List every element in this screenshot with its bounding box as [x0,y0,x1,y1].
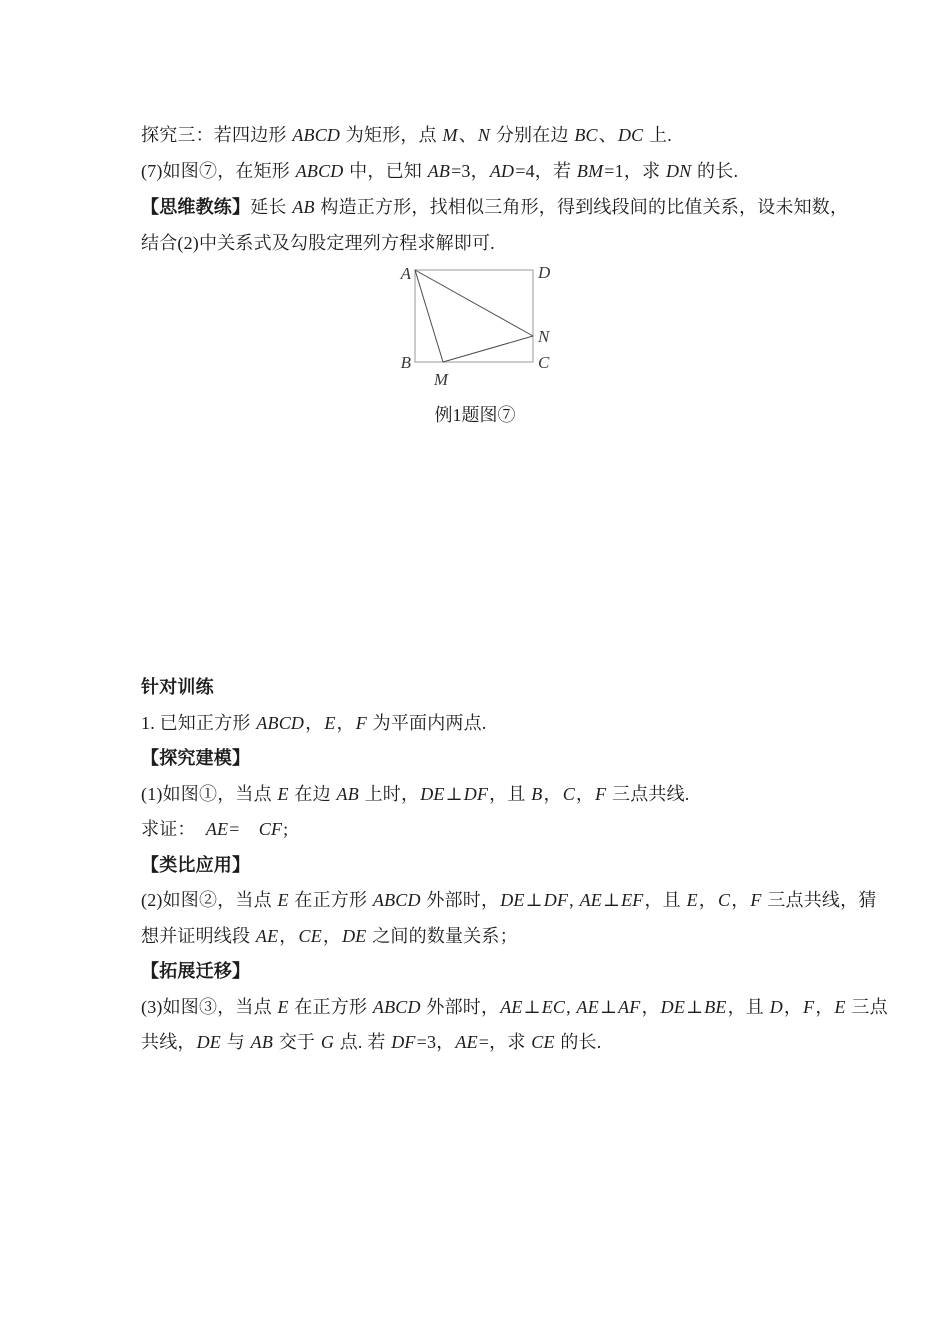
subquestion-1-line: (1)如图①，当点 E 在边 AB 上时，DE⊥DF，且 B，C，F 三点共线. [141,783,690,804]
segment-an [415,270,533,336]
vertex-label-a: A [400,264,411,283]
thinking-coach-text: 延长 AB 构造正方形，找相似三角形，得到线段间的比值关系，设未知数， [250,197,849,217]
subquestion-3-line1: (3)如图③，当点 E 在正方形 ABCD 外部时，AE⊥EC, AE⊥AF，DE⊥BE，且 D，F，E 三点 [141,996,888,1017]
thinking-coach-line2: 结合(2)中关系式及勾股定理列方程求解即可. [141,233,495,253]
vertex-label-d: D [538,263,551,282]
vertex-label-c: C [538,353,550,372]
section-label-extension-transfer: 【拓展迁移】 [141,961,251,981]
subquestion-3-line2: 共线，DE 与 AB 交于 G 点. 若 DF=3，AE=，求 CE 的长. [141,1032,602,1052]
figure-caption: 例1题图⑦ [434,405,516,425]
vertex-label-b: B [400,353,411,372]
exploration-three-section [141,117,849,261]
targeted-training-section [141,670,888,1061]
training-heading: 针对训练 [141,677,214,697]
subquestion-2-line1: (2)如图②，当点 E 在正方形 ABCD 外部时，DE⊥DF, AE⊥EF，且 E，C，F 三点共线，猜 [141,890,877,910]
segment-mn [443,336,533,362]
exploration-intro-line: 探究三：若四边形 ABCD 为矩形，点 M、N 分别在边 BC、DC 上. [141,125,672,145]
rectangle-abcd-figure [395,255,565,395]
rectangle-abcd [415,270,533,362]
thinking-coach-label: 【思维教练】 [141,197,251,217]
point-label-n: N [538,327,550,346]
subquestion-1-prove-line: 求证： AE= CF; [141,819,289,839]
point-label-m: M [433,370,449,389]
section-label-analogy-application: 【类比应用】 [141,854,251,875]
subquestion-2-line2: 想并证明线段 AE，CE，DE 之间的数量关系； [141,925,518,946]
geometry-figure [395,255,565,395]
question-7-line: (7)如图⑦，在矩形 ABCD 中，已知 AB=3，AD=4，若 BM=1，求 DN 的长. [141,161,739,181]
thinking-coach-line [141,189,849,225]
training-problem-1-intro: 1. 已知正方形 ABCD，E，F 为平面内两点. [141,712,487,733]
section-label-exploration-modeling: 【探究建模】 [141,748,251,768]
